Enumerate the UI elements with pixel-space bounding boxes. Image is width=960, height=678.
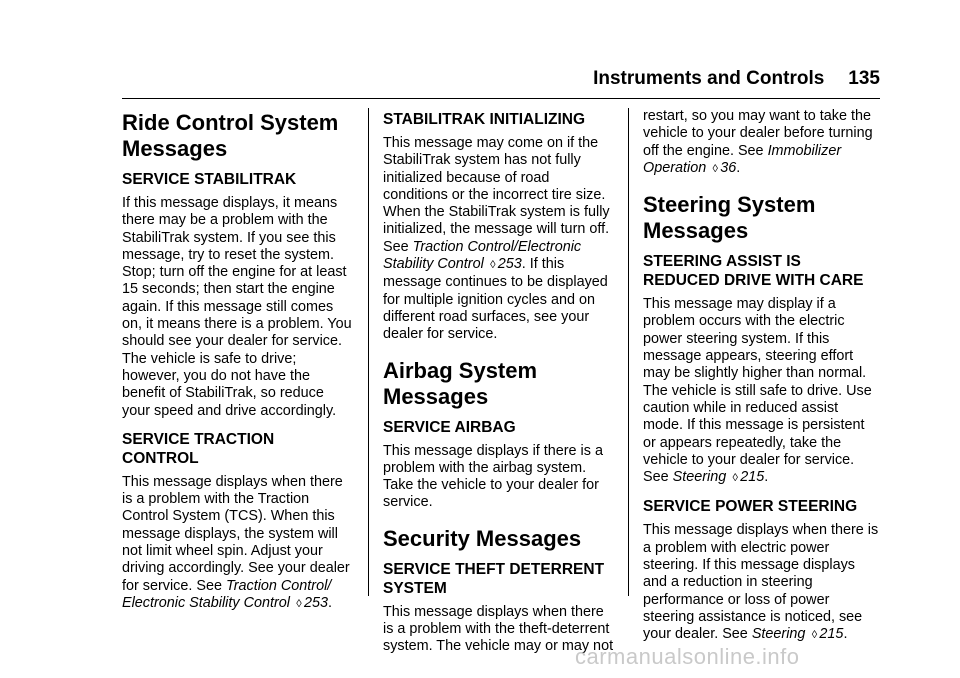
paragraph-service-stabilitrak: If this message displays, it means there may be a problem with the StabiliTrak system. If you see this message, try to reset the system. Stop; turn off the engine for at least 15 seconds; then start the engine again. If this message still comes on, it means there is a problem. You should see your dealer for service. The vehicle is safe to drive; however, you do not have the benefit of StabiliTrak, so reduce your speed and drive accordingly. [122,195,352,419]
page-header [0,68,880,90]
period: . [736,159,741,176]
heading-service-power-steering: SERVICE POWER STEERING [643,498,858,516]
reference-arrow-icon: ◊ [732,472,738,485]
paragraph-text: This message may display if a problem occurs with the electric power steering system. If this message appears, steering effort may be slightly higher than normal. The vehicle is still safe to drive. Use caution while in reduced assist mode. If this message is persistent or appears repeatedly, take the vehicle to your dealer for service. See [643,296,872,486]
reference-arrow-icon: ◊ [712,162,718,175]
period: . [764,469,769,486]
paragraph-text: . If this message continues to be displayed for multiple ignition cycles and on different road surfaces, see your dealer for service. [383,256,608,343]
cross-reference-link[interactable]: Traction Control/ Electronic Stability Control [122,577,332,611]
page-number: 135 [848,68,880,89]
column-divider [628,108,629,596]
cross-reference-page[interactable]: 253 [303,594,328,611]
period: . [843,626,848,643]
section-title: Instruments and Controls [593,68,825,89]
heading-airbag-system-messages: Airbag System Messages [383,357,538,409]
heading-security-messages: Security Messages [383,525,582,551]
paragraph-service-airbag: This message displays if there is a problem with the airbag system. Take the vehicle to your dealer for service. [383,442,603,511]
cross-reference-link[interactable]: Immobilizer Operation [643,142,842,176]
paragraph-theft-continued [643,108,879,178]
paragraph-text: This message may come on if the StabiliTrak system has not fully initialized because of road conditions or the incorrect tire size. When the StabiliTrak system is fully initialized, the message will turn off. See [383,135,610,255]
cross-reference-link[interactable]: Traction Control/Electronic Stability Control [383,238,582,273]
column-3 [643,108,879,645]
paragraph-text: This message displays when there is a problem with the Traction Control System (TCS). When this message displays, the system will not limit wheel spin. Adjust your driving accordingly. See your dealer for service. See [122,473,350,594]
cross-reference-page[interactable]: 36 [720,159,737,176]
paragraph-text: restart, so you may want to take the vehicle to your dealer before turning off the engine. See [643,108,873,159]
heading-steering-system-messages: Steering System Messages [643,192,816,244]
heading-service-airbag: SERVICE AIRBAG [383,418,516,436]
period: . [327,594,332,611]
header-rule [122,98,880,99]
heading-steering-assist-reduced: STEERING ASSIST IS REDUCED DRIVE WITH CARE [643,253,864,290]
paragraph-service-power-steering [643,522,879,644]
paragraph-text: This message displays when there is a problem with electric power steering. If this message displays and a reduction in steering performance or loss of power steering assistance is noticed, see your dealer. See [643,522,879,643]
cross-reference-page[interactable]: 215 [819,626,844,643]
heading-service-stabilitrak: SERVICE STABILITRAK [122,171,297,188]
column-1 [122,108,354,613]
heading-stabilitrak-initializing: STABILITRAK INITIALIZING [383,111,586,128]
paragraph-steering-assist-reduced [643,296,879,487]
heading-service-traction-control: SERVICE TRACTION CONTROL [122,430,275,467]
cross-reference-page[interactable]: 215 [740,469,765,486]
column-2 [383,108,615,656]
cross-reference-link[interactable]: Steering [672,469,727,486]
paragraph-service-theft-deterrent: This message displays when there is a problem with the theft-deterrent system. The vehicle may or may not [383,603,614,655]
heading-ride-control-messages: Ride Control System Messages [122,110,339,161]
reference-arrow-icon: ◊ [811,629,818,642]
cross-reference-link[interactable]: Steering [751,626,806,643]
column-divider [368,108,369,596]
watermark: carmanualsonline.info [575,644,800,669]
paragraph-stabilitrak-initializing [383,135,615,344]
cross-reference-page[interactable]: 253 [497,256,522,273]
paragraph-service-traction-control [122,474,354,613]
heading-service-theft-deterrent: SERVICE THEFT DETERRENT SYSTEM [383,560,605,597]
reference-arrow-icon: ◊ [296,597,302,610]
reference-arrow-icon: ◊ [490,259,496,272]
